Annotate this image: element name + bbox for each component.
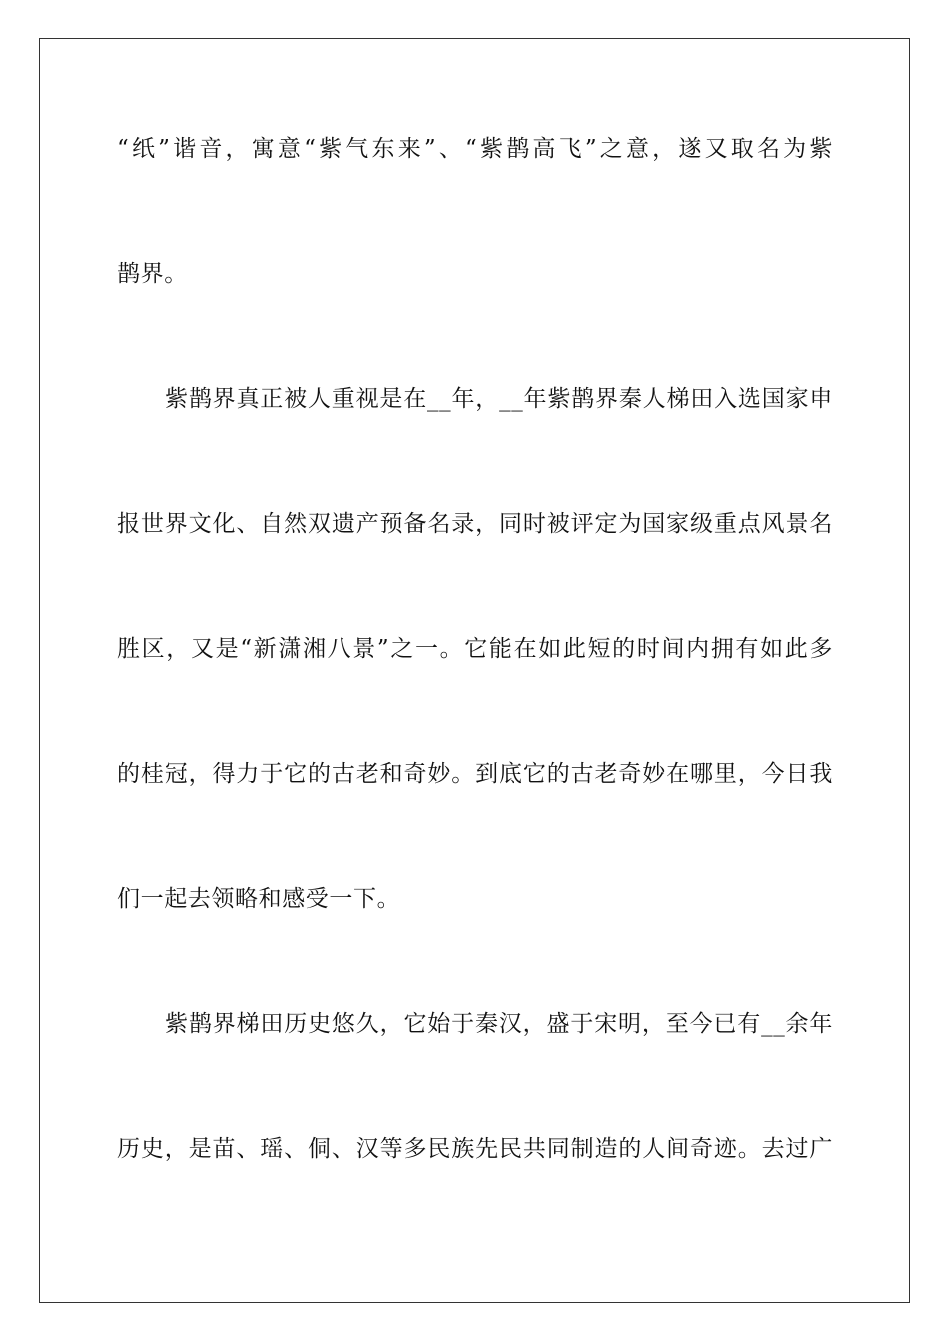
page-border: [39, 38, 910, 1303]
text-line: 历史，是苗、瑶、侗、汉等多民族先民共同制造的人间奇迹。去过广: [117, 1136, 833, 1162]
text-line: 报世界文化、自然双遗产预备名录，同时被评定为国家级重点风景名: [117, 511, 833, 537]
paragraph-start-line: 紫鹊界梯田历史悠久，它始于秦汉，盛于宋明，至今已有__余年: [165, 1011, 833, 1037]
paragraph-start-line: 紫鹊界真正被人重视是在__年，__年紫鹊界秦人梯田入选国家申: [165, 386, 833, 412]
text-line: “纸”谐音，寓意“紫气东来”、“紫鹊高飞”之意，遂又取名为紫: [117, 136, 833, 162]
text-line: 鹊界。: [117, 261, 188, 287]
text-line: 的桂冠，得力于它的古老和奇妙。到底它的古老奇妙在哪里，今日我: [117, 761, 833, 787]
text-line: 们一起去领略和感受一下。: [117, 886, 401, 912]
text-line: 胜区，又是“新潇湘八景”之一。它能在如此短的时间内拥有如此多: [117, 636, 833, 662]
